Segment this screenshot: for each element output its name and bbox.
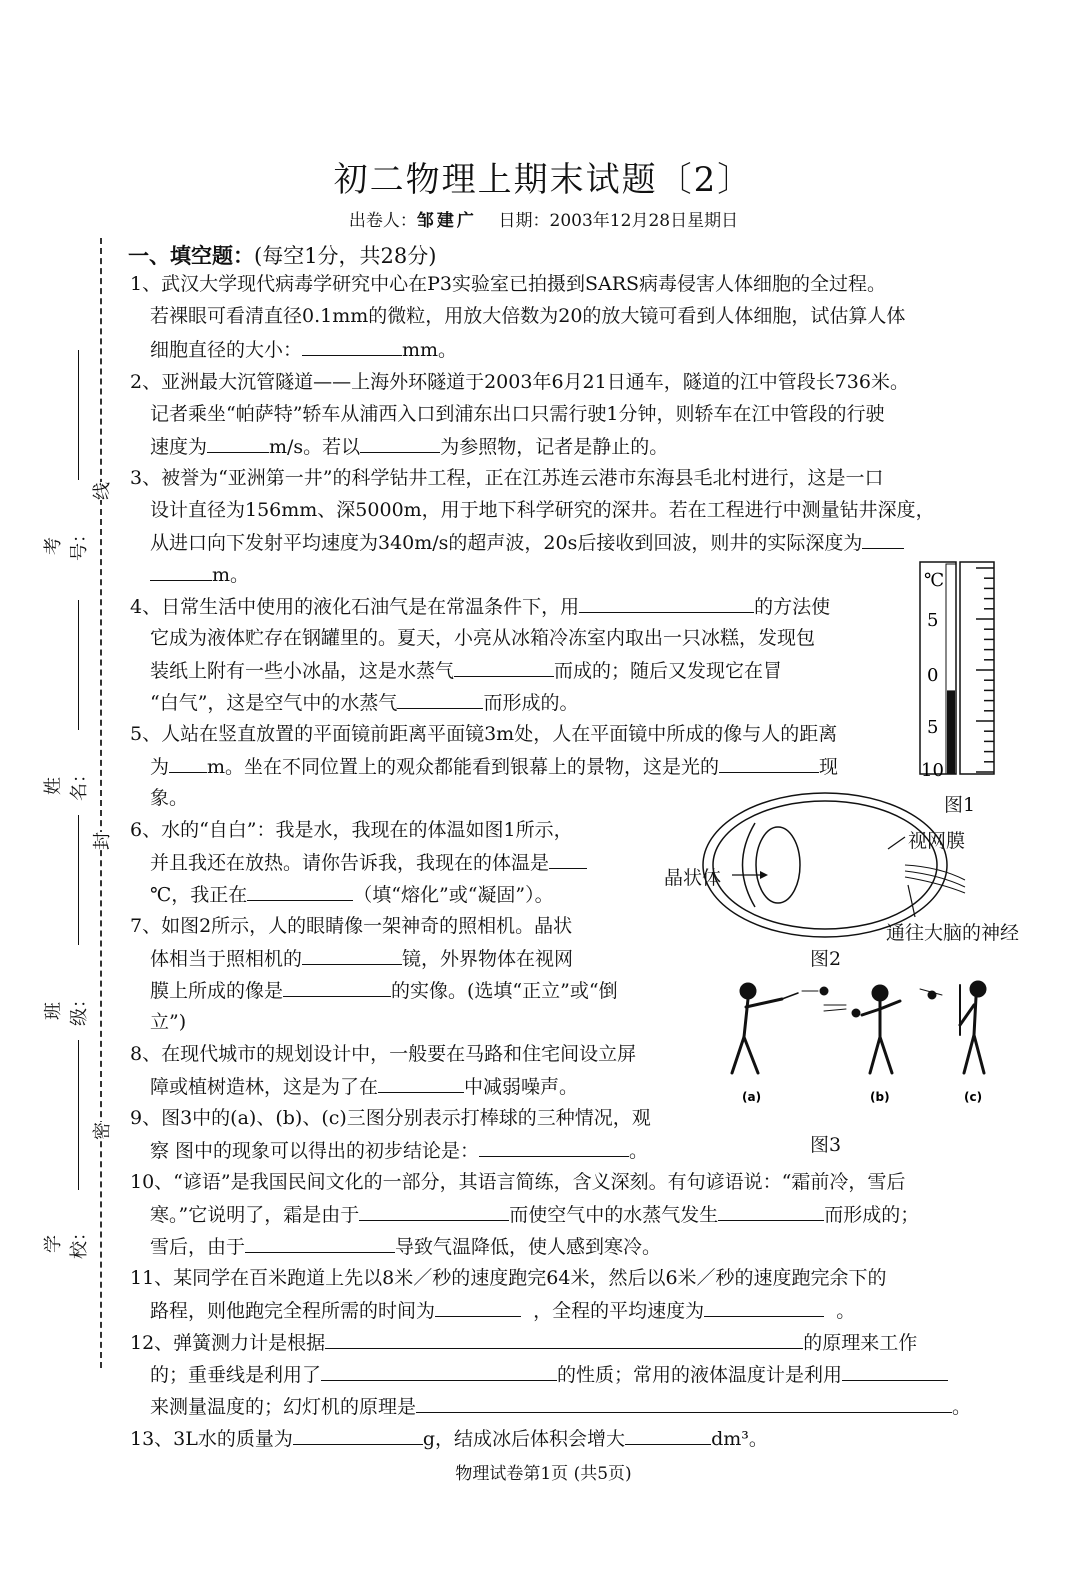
blank-q12c[interactable] [842, 1362, 948, 1381]
q6-line2: 并且我还在放热。请你告诉我，我现在的体温是 [150, 850, 587, 875]
blank-q11a[interactable] [435, 1298, 521, 1317]
blank-q7a[interactable] [302, 946, 402, 965]
q4-line4: “白气”，这是空气中的水蒸气 而形成的。 [150, 692, 579, 714]
q7-line3: 膜上所成的像是 的实像。(选填“正立”或“倒 [150, 980, 618, 1002]
q2-line2: 记者乘坐“帕萨特”轿车从浦西入口到浦东出口只需行驶1分钟，则轿车在江中管段的行驶 [150, 403, 885, 425]
figure-3-baseball [720, 975, 1000, 1105]
blank-q10b[interactable] [718, 1202, 824, 1221]
class-line [78, 815, 79, 945]
section-note: (每空1分，共28分) [254, 244, 437, 268]
school-line [78, 1040, 79, 1190]
blank-q2-speed[interactable] [207, 434, 269, 453]
q3-line4: m。 [150, 562, 249, 587]
exam-no-line [78, 350, 79, 480]
q1-line2: 若裸眼可看清直径0.1mm的微粒，用放大倍数为20的放大镜可看到人体细胞，试估算人体 [150, 305, 906, 327]
thermo-tick-0: 0 [927, 665, 939, 686]
page-title: 初二物理上期末试题〔2〕 [333, 160, 754, 200]
thermo-tick-5-top: 5 [927, 610, 939, 631]
margin-class: 班级： [43, 990, 90, 1026]
thermo-tick-5-bottom: 5 [927, 717, 939, 738]
blank-q13b[interactable] [625, 1426, 711, 1445]
blank-q10c[interactable] [245, 1234, 395, 1253]
q3-line3: 从进口向下发射平均速度为340m/s的超声波，20s后接收到回波，则井的实际深度为 [150, 530, 904, 555]
section-title: 一、填空题： [128, 244, 254, 268]
q9-line1: 9、图3中的(a)、(b)、(c)三图分别表示打棒球的三种情况，观 [130, 1107, 651, 1129]
q4-line3: 装纸上附有一些小冰晶，这是水蒸气 而成的；随后又发现它在冒 [150, 660, 783, 682]
blank-q5b[interactable] [719, 754, 819, 773]
q7-line1: 7、如图2所示，人的眼睛像一架神奇的照相机。晶状 [130, 915, 573, 937]
blank-q6a[interactable] [549, 850, 587, 869]
margin-mi: 密 [88, 1122, 114, 1140]
blank-q10a[interactable] [359, 1202, 509, 1221]
blank-q12b[interactable] [321, 1362, 557, 1381]
exam-date: 日期：2003年12月28日星期日 [498, 211, 739, 231]
blank-q9[interactable] [479, 1138, 629, 1157]
name-line [78, 600, 79, 730]
blank-q7b[interactable] [283, 978, 391, 997]
blank-q1[interactable] [302, 337, 402, 356]
eye-nerve-label: 通往大脑的神经 [886, 922, 1020, 944]
author-name: 邹建广 [416, 211, 477, 231]
q10-line3: 雪后，由于 导致气温降低，使人感到寒冷。 [150, 1236, 662, 1258]
blank-q3b[interactable] [150, 562, 212, 581]
eye-lens-label: 晶状体 [664, 867, 722, 889]
q12-line3: 来测量温度的；幻灯机的原理是 。 [150, 1396, 972, 1418]
q12-line1: 12、弹簧测力计是根据 的原理来工作 [130, 1332, 918, 1354]
fig3-label-a: (a) [742, 1090, 762, 1104]
blank-q4b[interactable] [454, 658, 554, 677]
margin-feng: 封 [88, 832, 114, 850]
blank-q6b[interactable] [247, 882, 353, 901]
figure-1-caption: 图1 [944, 794, 976, 816]
figure-1-thermometer [918, 560, 998, 780]
blank-q2-ref[interactable] [360, 434, 440, 453]
figure-2-caption: 图2 [810, 948, 842, 970]
margin-name: 姓名： [43, 765, 90, 801]
page-footer: 物理试卷第1页 (共5页) [455, 1464, 632, 1484]
author-line [0, 206, 1087, 231]
q9-line2: 察 图中的现象可以得出的初步结论是： 。 [150, 1140, 649, 1162]
q3-line1: 3、被誉为“亚洲第一井”的科学钻井工程，正在江苏连云港市东海县毛北村进行，这是一口 [130, 467, 884, 489]
blank-q4a[interactable] [579, 594, 754, 613]
q4-line1: 4、日常生活中使用的液化石油气是在常温条件下，用 的方法使 [130, 596, 831, 618]
blank-q3a[interactable] [862, 530, 904, 549]
blank-q5a[interactable] [169, 754, 207, 773]
q8-line2: 障或植树造林，这是为了在 中减弱噪声。 [150, 1076, 579, 1098]
q2-line3: 速度为 m/s。若以 为参照物，记者是静止的。 [150, 436, 669, 458]
q1-line3: 细胞直径的大小： mm。 [150, 339, 458, 361]
thermo-unit: ℃ [924, 570, 945, 591]
q7-line2: 体相当于照相机的 镜，外界物体在视网 [150, 948, 574, 970]
blank-q13a[interactable] [293, 1426, 423, 1445]
blank-q12a[interactable] [325, 1330, 803, 1349]
eye-retina-label: 视网膜 [908, 830, 966, 852]
q5-line1: 5、人站在竖直放置的平面镜前距离平面镜3m处，人在平面镜中所成的像与人的距离 [130, 723, 838, 745]
q2-line1: 2、亚洲最大沉管隧道——上海外环隧道于2003年6月21日通车，隧道的江中管段长736米。 [130, 371, 909, 393]
margin-school: 学校： [43, 1223, 90, 1259]
blank-q12d[interactable] [416, 1394, 952, 1413]
q13-line1: 13、3L水的质量为 g，结成冰后体积会增大 dm³。 [130, 1428, 768, 1450]
q4-line2: 它成为液体贮存在钢罐里的。夏天，小亮从冰箱冷冻室内取出一只冰糕，发现包 [150, 627, 816, 649]
thermo-tick-10: 10 [921, 760, 944, 780]
fig3-label-c: (c) [964, 1090, 983, 1104]
binding-line [100, 238, 102, 1368]
figure-3-caption: 图3 [810, 1134, 842, 1156]
q10-line1: 10、“谚语”是我国民间文化的一部分，其语言简练，含义深刻。有句谚语说：“霜前冷，雪后 [130, 1171, 906, 1193]
author-label: 出卷人： [348, 211, 417, 231]
q7-line4: 立”) [150, 1011, 187, 1033]
q5-line3: 象。 [150, 787, 189, 809]
blank-q8[interactable] [378, 1074, 464, 1093]
q3-line2: 设计直径为156mm、深5000m，用于地下科学研究的深井。若在工程进行中测量钻井深度， [150, 499, 935, 521]
q1-line1: 1、武汉大学现代病毒学研究中心在P3实验室已拍摄到SARS病毒侵害人体细胞的全过程。 [130, 273, 887, 295]
section-heading [128, 240, 436, 270]
blank-q4c[interactable] [397, 690, 483, 709]
margin-xian: 线 [88, 482, 114, 500]
fig3-label-b: (b) [870, 1090, 890, 1104]
q10-line2: 寒。”它说明了，霜是由于 而使空气中的水蒸气发生 而形成的； [150, 1204, 920, 1226]
q12-line2: 的；重垂线是利用了 的性质；常用的液体温度计是利用 [150, 1362, 948, 1387]
q5-line2: 为 m。坐在不同位置上的观众都能看到银幕上的景物，这是光的 现 [150, 756, 839, 778]
q11-line2: 路程，则他跑完全程所需的时间为 ，全程的平均速度为 。 [150, 1300, 856, 1322]
q8-line1: 8、在现代城市的规划设计中，一般要在马路和住宅间设立屏 [130, 1043, 637, 1065]
q11-line1: 11、某同学在百米跑道上先以8米／秒的速度跑完64米，然后以6米／秒的速度跑完余下的 [130, 1267, 887, 1289]
q6-line3: ℃，我正在 （填“熔化”或“凝固”）。 [150, 884, 554, 906]
margin-exam-no: 考号： [43, 525, 90, 561]
q6-line1: 6、水的“自白”：我是水，我现在的体温如图1所示， [130, 819, 573, 841]
blank-q11b[interactable] [704, 1298, 824, 1317]
